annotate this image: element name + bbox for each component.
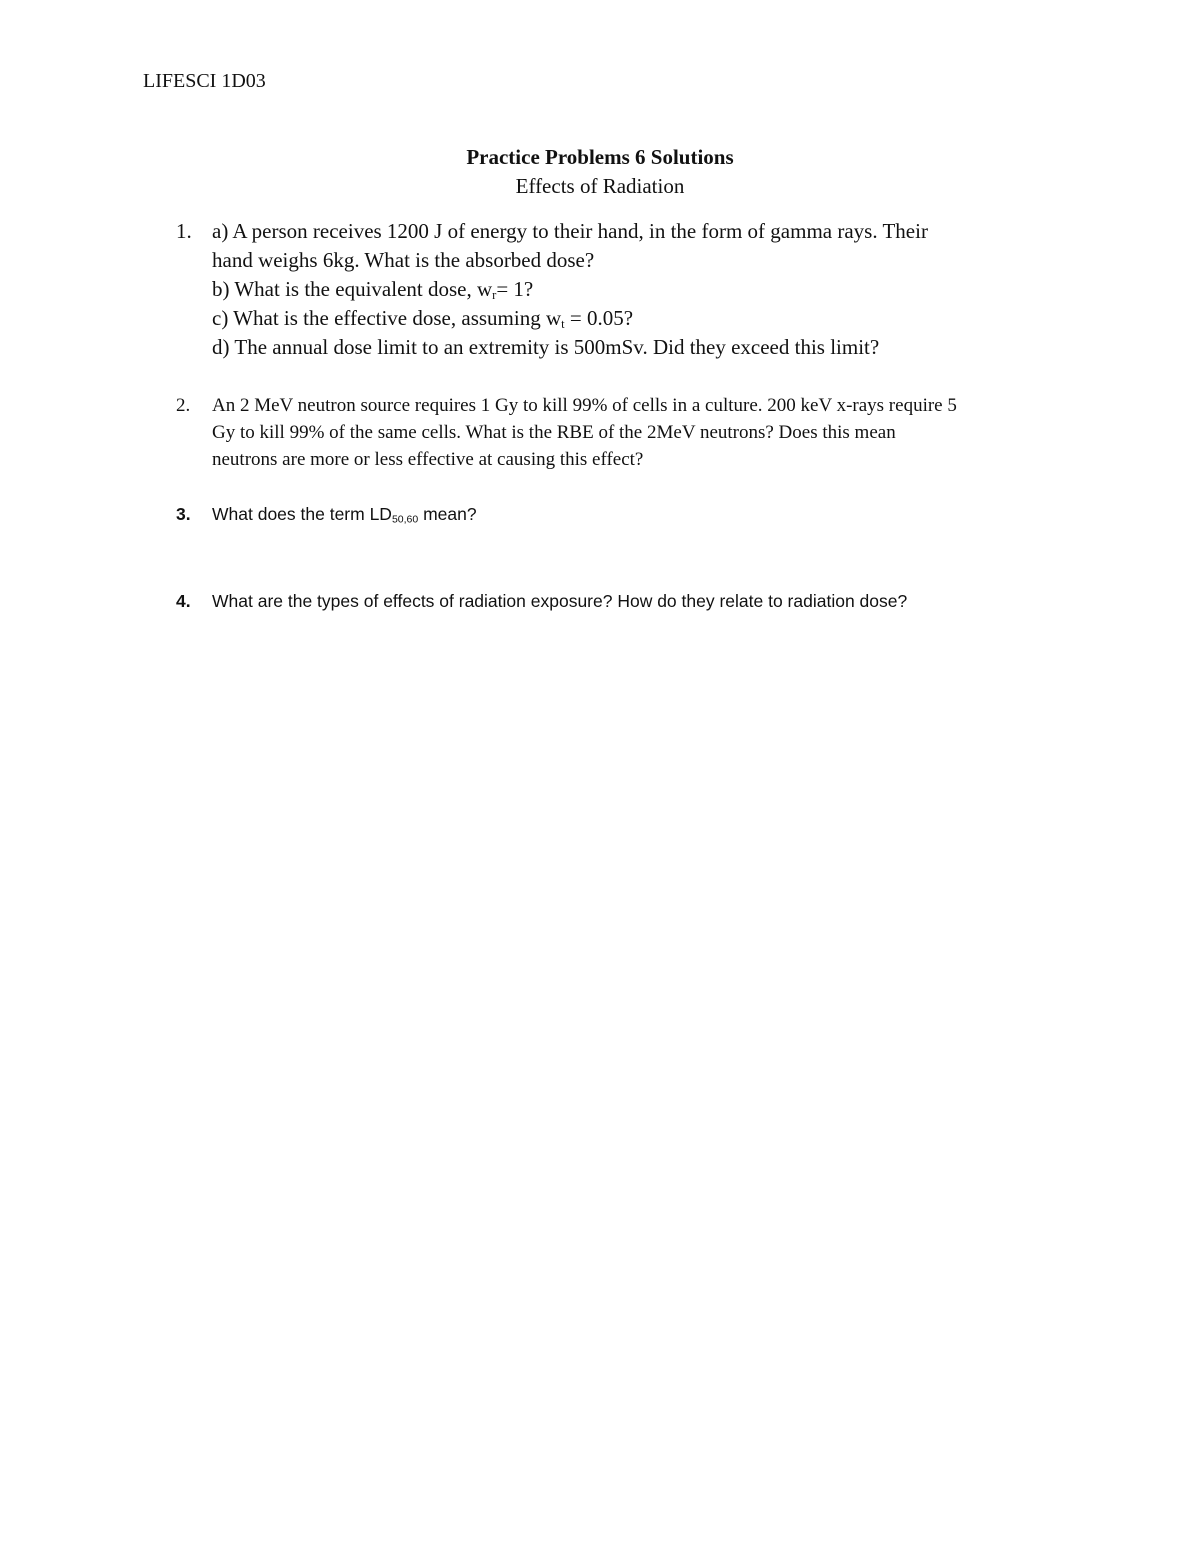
question-part-b xyxy=(212,275,1052,304)
course-header: LIFESCI 1D03 xyxy=(143,70,266,92)
question-part-c xyxy=(212,304,1052,333)
question-body xyxy=(212,217,1052,362)
question-number: 2. xyxy=(176,395,191,416)
question-text: What does the term LD xyxy=(212,504,392,524)
question-subscript: 50,60 xyxy=(391,513,419,526)
question-line: a) A person receives 1200 J of energy to their hand, in the form of gamma rays. Their xyxy=(212,219,928,243)
page-title: Practice Problems 6 Solutions xyxy=(466,145,734,169)
question-body xyxy=(212,392,1072,473)
part-c-subscript: t xyxy=(561,317,565,332)
part-c-text: c) What is the effective dose, assuming w xyxy=(212,306,562,330)
question-line: neutrons are more or less effective at causing this effect? xyxy=(212,449,644,470)
question-body xyxy=(212,502,477,526)
question-line: An 2 MeV neutron source requires 1 Gy to kill 99% of cells in a culture. 200 keV x-rays require 5 xyxy=(212,395,957,416)
question-text-end: mean? xyxy=(418,504,477,524)
part-b-text-end: = 1? xyxy=(496,277,534,301)
question-number: 3. xyxy=(176,504,191,524)
question-body: What are the types of effects of radiation exposure? How do they relate to radiation dose? xyxy=(212,591,908,611)
part-b-text: b) What is the equivalent dose, w xyxy=(212,277,493,301)
part-c-text-end: = 0.05? xyxy=(564,306,634,330)
question-line: Gy to kill 99% of the same cells. What is the RBE of the 2MeV neutrons? Does this mean xyxy=(212,422,896,443)
question-number: 1. xyxy=(176,219,192,243)
page-subtitle: Effects of Radiation xyxy=(515,174,685,198)
part-b-subscript: r xyxy=(492,288,497,303)
question-number: 4. xyxy=(176,591,191,611)
question-part-d: d) The annual dose limit to an extremity is 500mSv. Did they exceed this limit? xyxy=(212,335,880,359)
question-line: hand weighs 6kg. What is the absorbed dose? xyxy=(212,248,595,272)
title-block xyxy=(0,143,1200,201)
